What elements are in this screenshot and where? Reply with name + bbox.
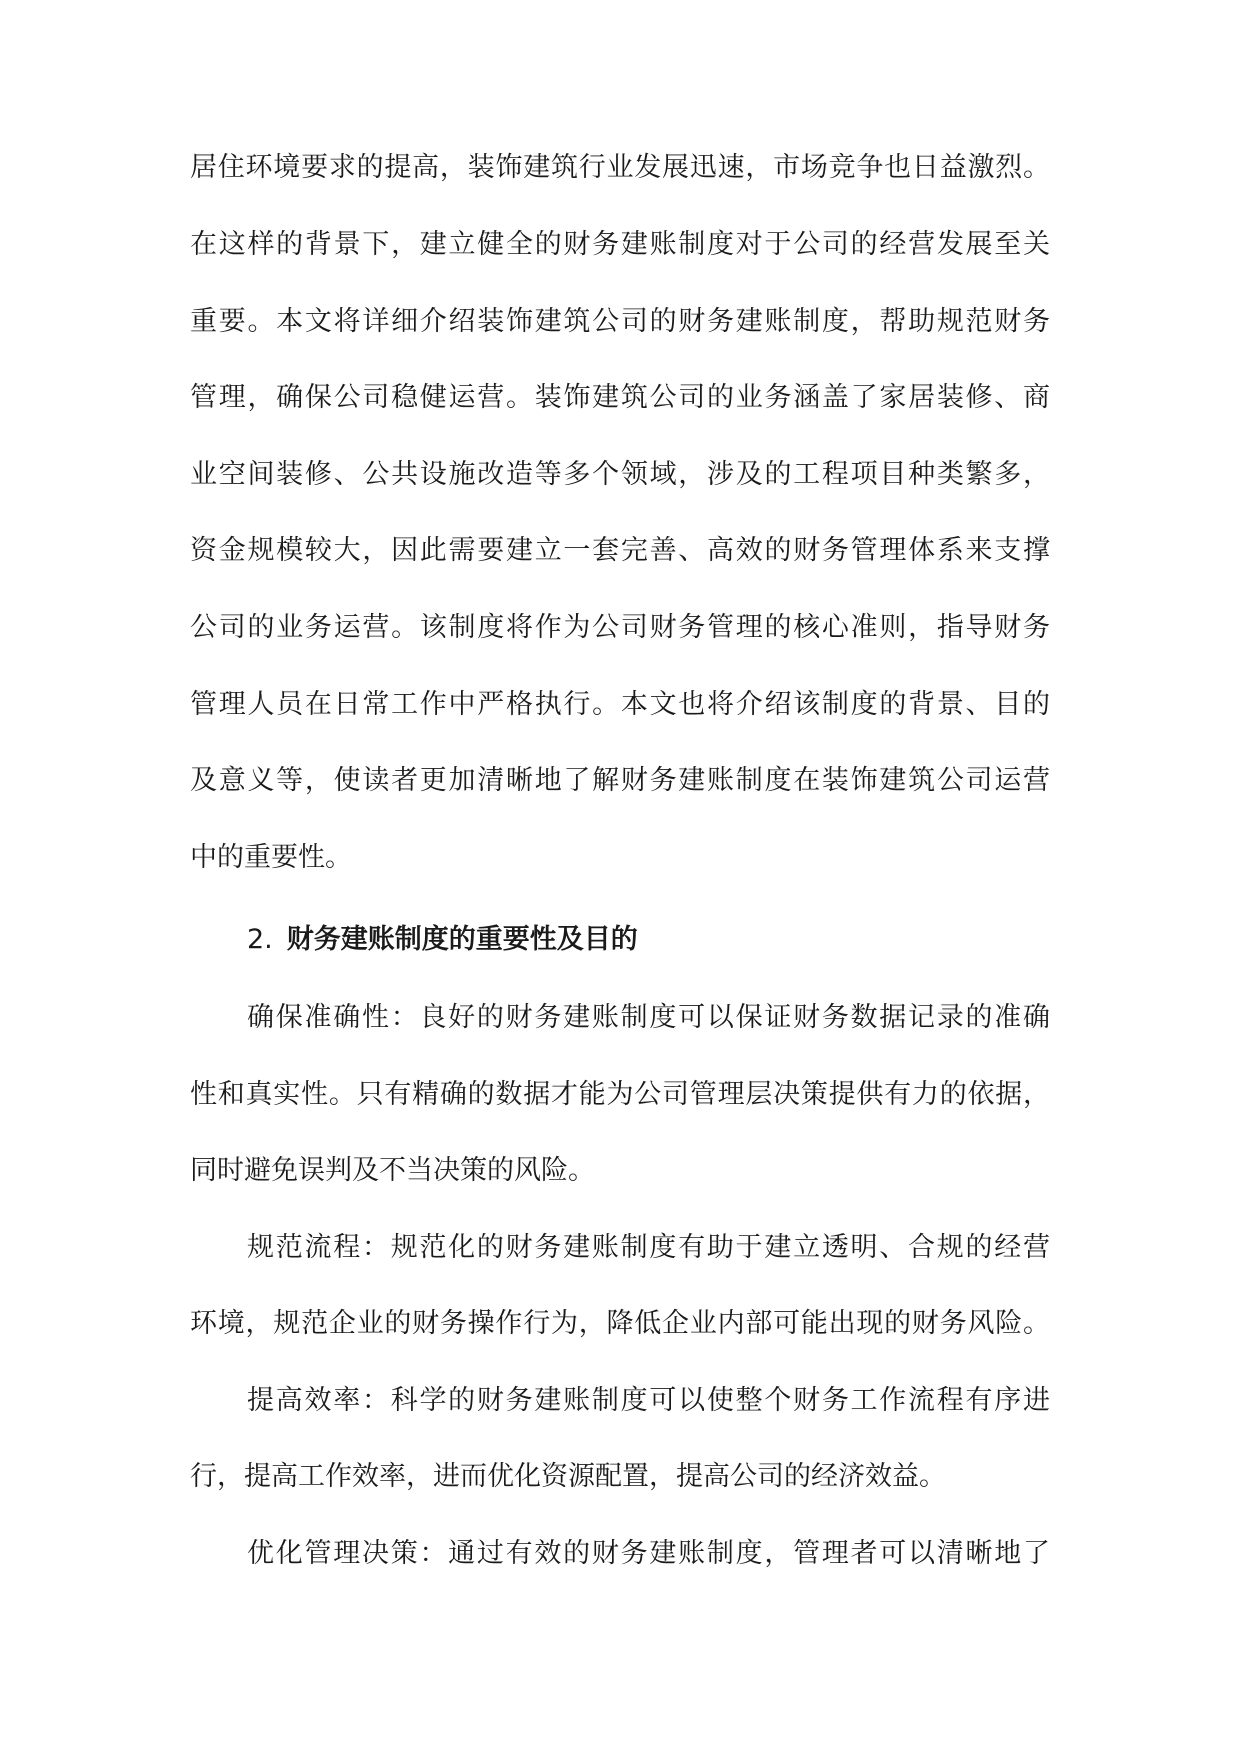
body-text-line: 在这样的背景下，建立健全的财务建账制度对于公司的经营发展至关 bbox=[190, 229, 1050, 260]
body-text-line: 管理人员在日常工作中严格执行。本文也将介绍该制度的背景、目的 bbox=[190, 689, 1050, 720]
body-text-line: 重要。本文将详细介绍装饰建筑公司的财务建账制度，帮助规范财务 bbox=[190, 306, 1050, 337]
body-text-line: 业空间装修、公共设施改造等多个领域，涉及的工程项目种类繁多， bbox=[190, 459, 1050, 490]
body-text-line: 公司的业务运营。该制度将作为公司财务管理的核心准则，指导财务 bbox=[190, 612, 1050, 643]
paragraph-first-line: 规范流程：规范化的财务建账制度有助于建立透明、合规的经营 bbox=[247, 1232, 1050, 1263]
body-text-line: 及意义等，使读者更加清晰地了解财务建账制度在装饰建筑公司运营 bbox=[190, 765, 1050, 796]
body-text-line: 环境，规范企业的财务操作行为，降低企业内部可能出现的财务风险。 bbox=[190, 1308, 1050, 1339]
paragraph-first-line: 提高效率：科学的财务建账制度可以使整个财务工作流程有序进 bbox=[247, 1385, 1050, 1416]
paragraph-first-line: 优化管理决策：通过有效的财务建账制度，管理者可以清晰地了 bbox=[247, 1538, 1050, 1569]
body-text-line: 同时避免误判及不当决策的风险。 bbox=[190, 1155, 595, 1186]
body-text-line: 管理，确保公司稳健运营。装饰建筑公司的业务涵盖了家居装修、商 bbox=[190, 382, 1050, 413]
section-number: 2. bbox=[247, 924, 273, 955]
section-title: 财务建账制度的重要性及目的 bbox=[286, 924, 638, 955]
body-text-line: 资金规模较大，因此需要建立一套完善、高效的财务管理体系来支撑 bbox=[190, 535, 1050, 566]
section-heading bbox=[247, 920, 638, 960]
body-text-line: 居住环境要求的提高，装饰建筑行业发展迅速，市场竞争也日益激烈。 bbox=[190, 152, 1050, 183]
body-text-line: 性和真实性。只有精确的数据才能为公司管理层决策提供有力的依据， bbox=[190, 1079, 1050, 1110]
paragraph-first-line: 确保准确性：良好的财务建账制度可以保证财务数据记录的准确 bbox=[247, 1002, 1050, 1033]
body-text-line: 中的重要性。 bbox=[190, 842, 352, 873]
body-text-line: 行，提高工作效率，进而优化资源配置，提高公司的经济效益。 bbox=[190, 1461, 946, 1492]
